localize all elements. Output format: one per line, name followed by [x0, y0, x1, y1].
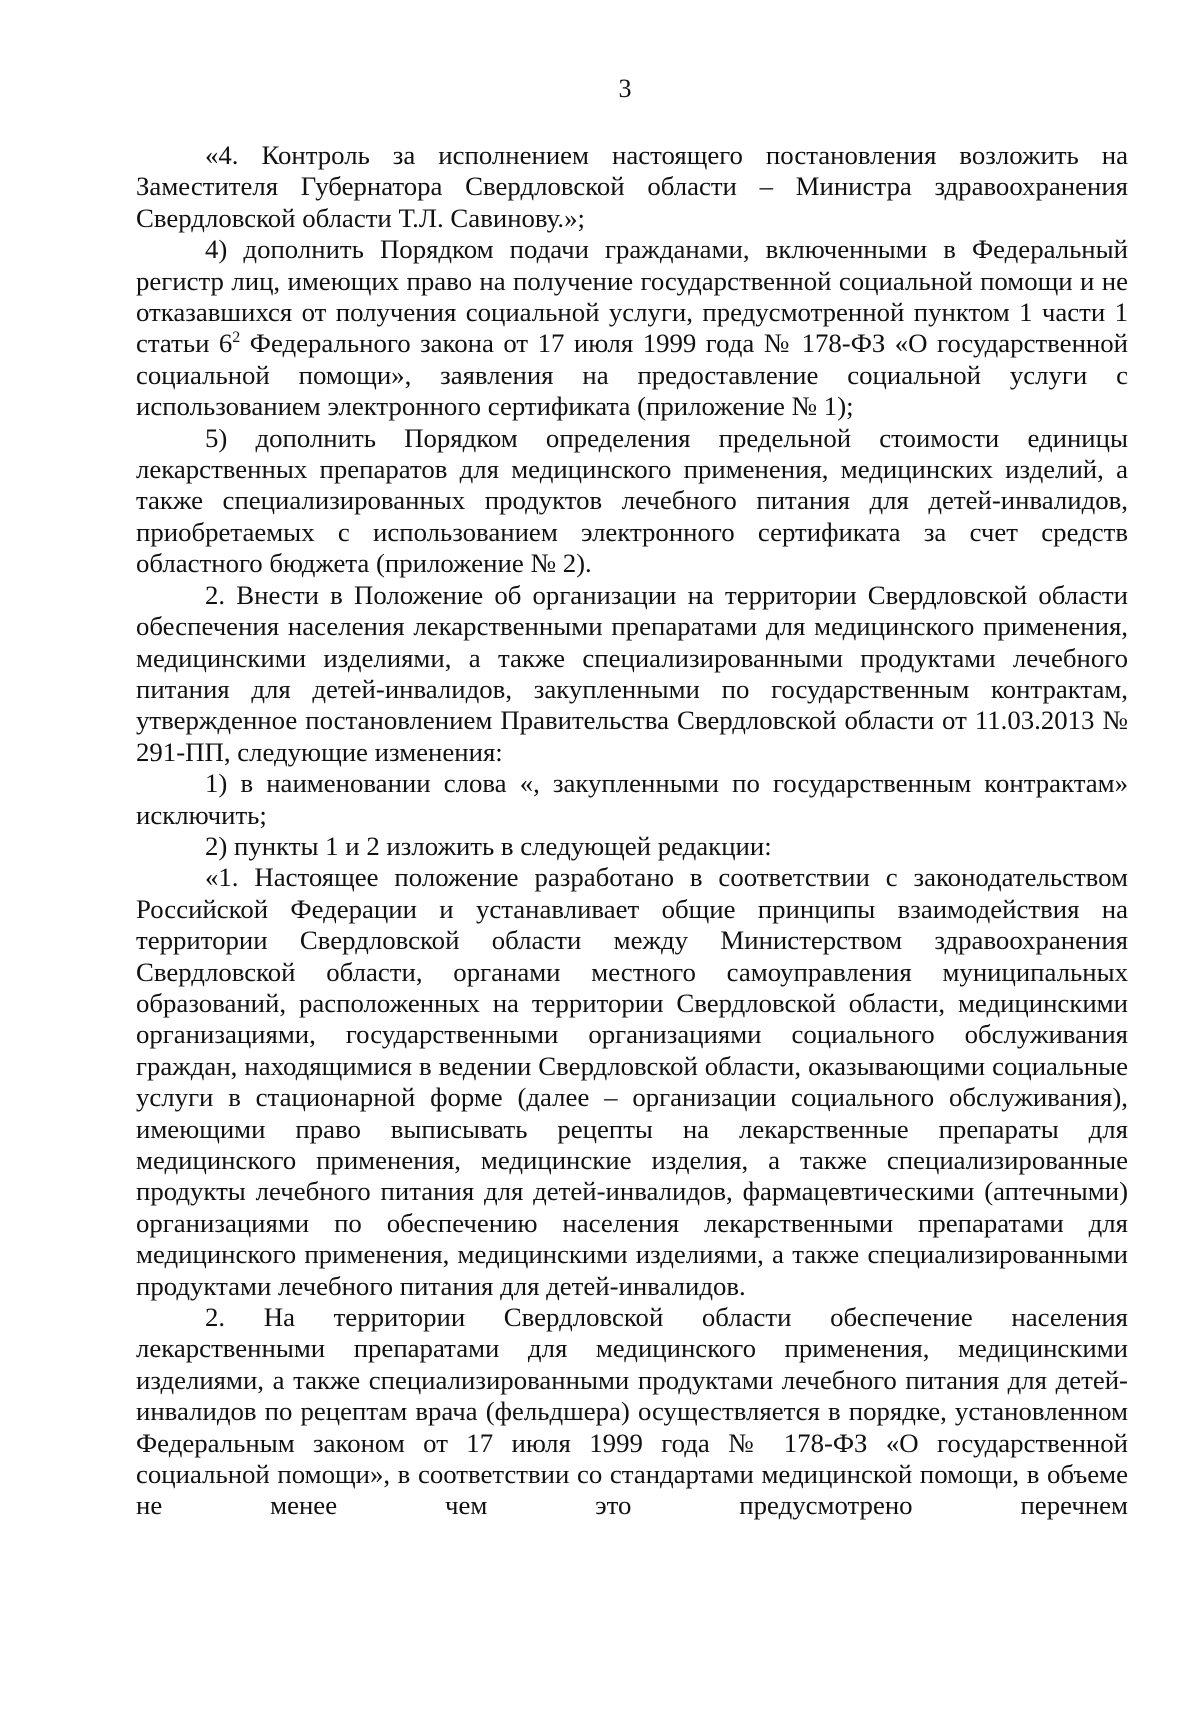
- superscript-index: 2: [232, 329, 241, 347]
- paragraph-change-1: 1) в наименовании слова «, закупленными по государственным контрактам» исключить;: [136, 768, 1128, 830]
- paragraph-new-point-2: 2. На территории Свердловской области обеспечение населения лекарственными препаратами для медицинского применения, медицинскими изделиями, а также специализированными продуктами лечебного питания для детей-инвалидов по рецептам врача (фельдшера) осуществляется в порядке, установленном Федеральным законом от 17 июля 1999 года № 178-ФЗ «О государственной социальной помощи», в соответствии со стандартами медицинской помощи, в объеме не менее чем это предусмотрено перечнем: [136, 1302, 1128, 1521]
- paragraph-section-2: 2. Внести в Положение об организации на территории Свердловской области обеспечения населения лекарственными препаратами для медицинского применения, медицинскими изделиями, а также специализированными продуктами лечебного питания для детей-инвалидов, закупленными по государственным контрактам, утвержденное постановлением Правительства Свердловской области от 11.03.2013 № 291-ПП, следующие изменения:: [136, 579, 1128, 767]
- paragraph-amendment-5: 5) дополнить Порядком определения предельной стоимости единицы лекарственных препаратов для медицинского применения, медицинских изделий, а также специализированных продуктов лечебного питания для детей-инвалидов, приобретаемых с использованием электронного сертификата за счет средств областного бюджета (приложение № 2).: [136, 422, 1128, 579]
- paragraph-amendment-4-text-end: Федерального закона от 17 июля 1999 года № 178-ФЗ «О государственной социальной помощи», заявления на предоставление социальной услуги с использованием электронного сертификата (приложение № 1);: [136, 328, 1128, 422]
- page-number: 3: [618, 74, 632, 103]
- document-body: [136, 140, 1128, 1522]
- paragraph-amendment-4: [136, 234, 1128, 422]
- paragraph-change-2: 2) пункты 1 и 2 изложить в следующей редакции:: [205, 830, 772, 861]
- paragraph-amendment-4-text-start: 4) дополнить Порядком подачи гражданами, включенными в Федеральный регистр лиц, имеющих право на получение государственной социальной помощи и не отказавшихся от получения социальной услуги, предусмотренной пунктом 1 части 1 статьи 6: [136, 234, 1128, 359]
- paragraph-new-point-1: «1. Настоящее положение разработано в соответствии с законодательством Российской Федерации и устанавливает общие принципы взаимодействия на территории Свердловской области между Министерством здравоохранения Свердловской области, органами местного самоуправления муниципальных образований, расположенных на территории Свердловской области, медицинскими организациями, государственными организациями социального обслуживания граждан, находящимися в ведении Свердловской области, оказывающими социальные услуги в стационарной форме (далее – организации социального обслуживания), имеющими право выписывать рецепты на лекарственные препараты для медицинского применения, медицинские изделия, а также специализированные продукты лечебного питания для детей-инвалидов, фармацевтическими (аптечными) организациями по обеспечению населения лекарственными препаратами для медицинского применения, медицинскими изделиями, а также специализированными продуктами лечебного питания для детей-инвалидов.: [136, 862, 1128, 1301]
- paragraph-control-clause: «4. Контроль за исполнением настоящего постановления возложить на Заместителя Губернатора Свердловской области – Министра здравоохранения Свердловской области Т.Л. Савинову.»;: [136, 140, 1128, 233]
